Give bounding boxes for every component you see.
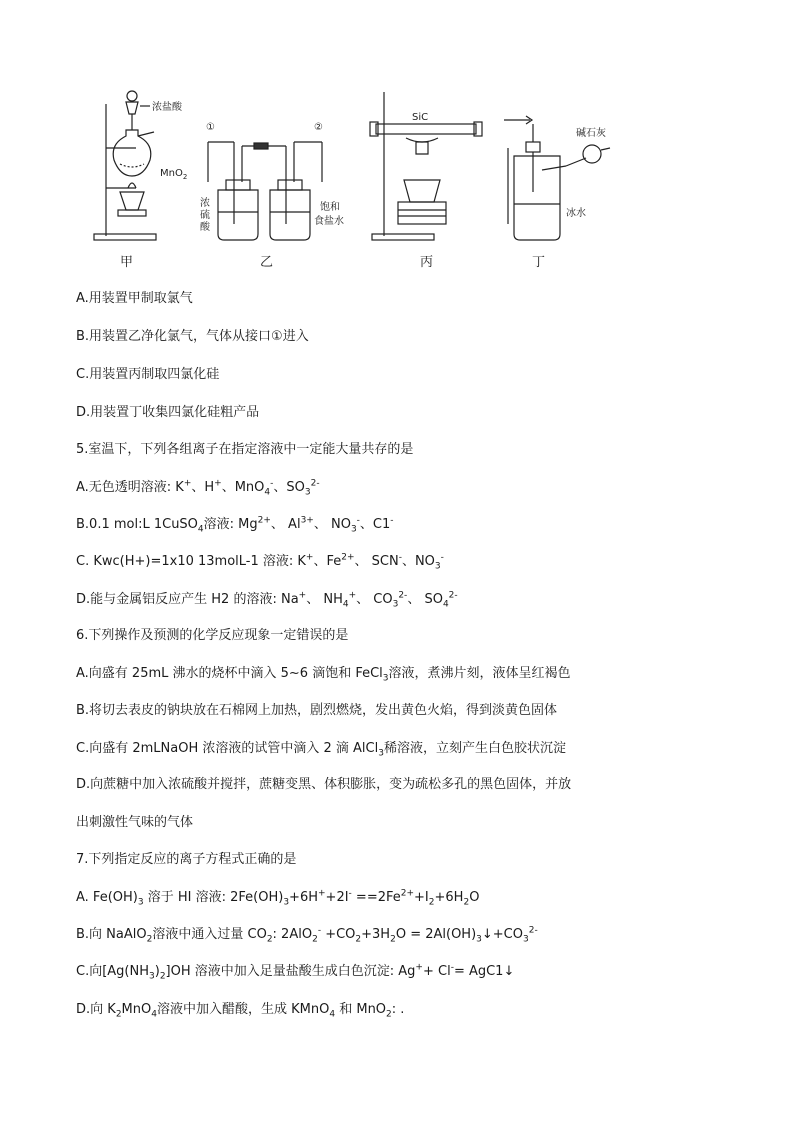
q4-option-c: C.用装置丙制取四氯化硅: [76, 367, 220, 382]
q6-option-c: C.向盛有 2mLNaOH 浓溶液的试管中滴入 2 滴 AlCl$_3$稀溶液，立刻产生白色胶状沉淀: [76, 741, 566, 759]
label-port-2: ②: [314, 122, 323, 133]
apparatus-yi: [208, 142, 322, 240]
q7-option-c: C.向$[Ag(NH_3)_2]OH$ 溶液中加入足量盐酸生成白色沉淀: Ag++ Cl-= AgC1↓: [76, 962, 515, 982]
label-bing: 丙: [420, 255, 434, 270]
label-mno2: MnO$_2$: [160, 168, 188, 181]
q5-option-d: D.能与金属铝反应产生 H2 的溶液: Na+、 $NH_4^+$、 $CO_3^{2-}$、 $SO_4^{2-}$: [76, 590, 458, 610]
q4-option-a: A.用装置甲制取氯气: [76, 291, 193, 306]
q6-option-d-line1: D.向蔗糖中加入浓硫酸并搅拌，蔗糖变黑、体积膨胀，变为疏松多孔的黑色固体，并放: [76, 777, 572, 792]
q7-option-b: B.向 NaAlO$_2$溶液中通入过量 $CO_2$: $2AlO_2^- +CO_2+3H_2O$ = $2Al(OH)_3↓+CO_3^{2-}$: [76, 925, 538, 945]
label-ice-water: 冰水: [566, 208, 586, 219]
label-conc-acid-2: 硫: [200, 210, 210, 221]
label-yi: 乙: [260, 255, 274, 270]
label-conc-acid-1: 浓: [200, 198, 210, 209]
apparatus-jia: [94, 91, 156, 240]
q5-stem: 5.室温下，下列各组离子在指定溶液中一定能大量共存的是: [76, 442, 414, 457]
label-port-1: ①: [206, 122, 215, 133]
q7-option-a: A. $Fe(OH)_3$ 溶于 HI 溶液: $2Fe(OH)_3+6H^++2I^- ==2Fe^{2+}+I_2+6H_2O$: [76, 888, 480, 908]
q6-option-a: A.向盛有 25mL 沸水的烧杯中滴入 5~6 滴饱和 FeCl$_3$溶液，煮沸片刻，液体呈红褐色: [76, 666, 571, 684]
label-jia: 甲: [120, 255, 134, 270]
q7-option-d: D.向 $K_2MnO_4$溶液中加入醋酸，生成 KMnO$_4$ 和 MnO$_2$: .: [76, 1002, 405, 1020]
q6-option-d-line2: 出刺激性气味的气体: [76, 815, 194, 830]
label-ding: 丁: [532, 255, 546, 270]
q5-option-a: A.无色透明溶液: K+、H+、MnO$_4$-、$SO_3^{2-}$: [76, 478, 320, 498]
label-hcl: 浓盐酸: [152, 102, 182, 113]
label-brine-2: 食盐水: [314, 216, 344, 227]
q5-option-c: C. Kwc(H+)=1x10 13molL-1 溶液: K+、$Fe^{2+}$、 SCN-、$NO_3^-$: [76, 552, 444, 572]
q7-stem: 7.下列指定反应的离子方程式正确的是: [76, 852, 297, 867]
q4-option-b: B.用装置乙净化氯气，气体从接口①进入: [76, 329, 309, 344]
label-conc-acid-3: 酸: [200, 222, 210, 233]
q6-stem: 6.下列操作及预测的化学反应现象一定错误的是: [76, 628, 349, 643]
label-brine-1: 饱和: [320, 202, 340, 213]
q4-option-d: D.用装置丁收集四氯化硅粗产品: [76, 405, 260, 420]
q5-option-b: B.0.1 mol:L 1CuSO$_4$溶液: $Mg^{2+}$、 $Al^{3+}$、 $NO_3^-$、C1-: [76, 515, 394, 535]
apparatus-diagram: [90, 84, 650, 274]
label-soda-lime: 碱石灰: [576, 128, 606, 139]
q6-option-b: B.将切去表皮的钠块放在石棉网上加热，剧烈燃烧，发出黄色火焰，得到淡黄色固体: [76, 703, 558, 718]
label-sic: SiC: [412, 112, 429, 123]
apparatus-figure: [90, 84, 650, 274]
